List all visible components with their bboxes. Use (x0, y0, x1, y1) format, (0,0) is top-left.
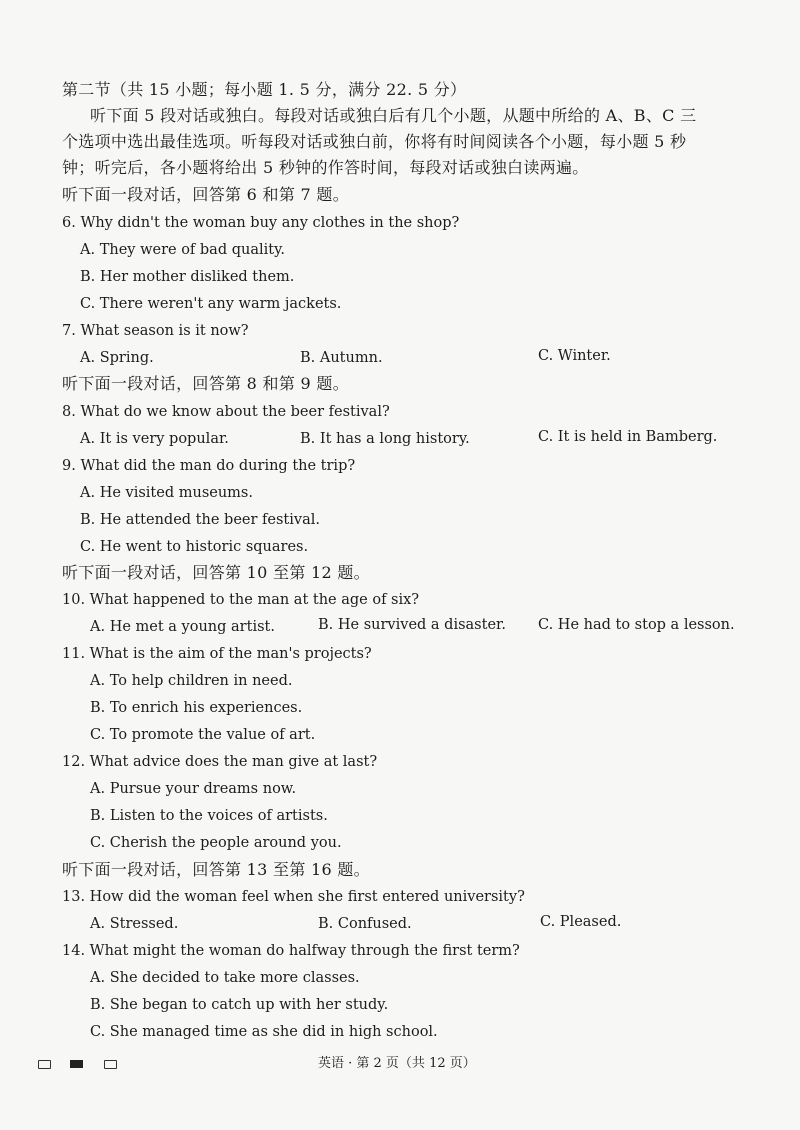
instruction-line-2: 个选项中选出最佳选项。听每段对话或独白前，你将有时间阅读各个小题，每小题 5 秒 (62, 132, 687, 151)
option: C. Cherish the people around you. (90, 835, 342, 851)
question-stem: 8. What do we know about the beer festival? (62, 404, 390, 420)
option: B. To enrich his experiences. (90, 700, 303, 716)
question-stem: 14. What might the woman do halfway through the first term? (62, 943, 520, 959)
outline-rectangle-icon (38, 1060, 51, 1069)
option: B. Confused. (318, 916, 412, 932)
option: B. Autumn. (300, 350, 383, 366)
option: A. She decided to take more classes. (90, 970, 360, 986)
question-stem: 10. What happened to the man at the age of six? (62, 592, 420, 608)
option: A. To help children in need. (90, 673, 293, 689)
option: A. Spring. (80, 350, 154, 366)
option: C. She managed time as she did in high school. (90, 1024, 438, 1040)
option: A. He met a young artist. (90, 619, 275, 635)
question-stem: 12. What advice does the man give at last? (62, 754, 378, 770)
question-stem: 13. How did the woman feel when she first entered university? (62, 889, 525, 905)
option: A. Stressed. (90, 916, 179, 932)
option: A. It is very popular. (80, 431, 229, 447)
option: C. He went to historic squares. (80, 539, 309, 555)
option: B. It has a long history. (300, 431, 470, 447)
question-stem: 7. What season is it now? (62, 323, 249, 339)
option: C. Winter. (538, 348, 611, 364)
option: C. Pleased. (540, 914, 622, 930)
question-stem: 6. Why didn't the woman buy any clothes in the shop? (62, 215, 460, 231)
option: B. Her mother disliked them. (80, 269, 295, 285)
option: B. He survived a disaster. (318, 617, 506, 633)
outline-rectangle-icon (104, 1060, 117, 1069)
instruction-line-3: 钟；听完后，各小题将给出 5 秒钟的作答时间，每段对话或独白读两遍。 (62, 158, 589, 177)
group-intro: 听下面一段对话，回答第 10 至第 12 题。 (62, 563, 370, 582)
question-stem: 9. What did the man do during the trip? (62, 458, 356, 474)
option: C. He had to stop a lesson. (538, 617, 735, 633)
option: C. It is held in Bamberg. (538, 429, 718, 445)
option: C. To promote the value of art. (90, 727, 316, 743)
filled-rectangle-icon (70, 1060, 83, 1068)
page-number: 英语 · 第 2 页（共 12 页） (318, 1056, 476, 1071)
option: B. Listen to the voices of artists. (90, 808, 328, 824)
group-intro: 听下面一段对话，回答第 13 至第 16 题。 (62, 860, 370, 879)
instruction-line-1: 听下面 5 段对话或独白。每段对话或独白后有几个小题，从题中所给的 A、B、C 三 (90, 106, 697, 125)
option: A. Pursue your dreams now. (90, 781, 297, 797)
option: A. He visited museums. (80, 485, 253, 501)
section-heading: 第二节（共 15 小题；每小题 1. 5 分，满分 22. 5 分） (62, 80, 467, 99)
group-intro: 听下面一段对话，回答第 6 和第 7 题。 (62, 185, 350, 204)
option: B. He attended the beer festival. (80, 512, 320, 528)
option: C. There weren't any warm jackets. (80, 296, 342, 312)
question-stem: 11. What is the aim of the man's projects? (62, 646, 372, 662)
group-intro: 听下面一段对话，回答第 8 和第 9 题。 (62, 374, 350, 393)
option: B. She began to catch up with her study. (90, 997, 389, 1013)
option: A. They were of bad quality. (80, 242, 285, 258)
